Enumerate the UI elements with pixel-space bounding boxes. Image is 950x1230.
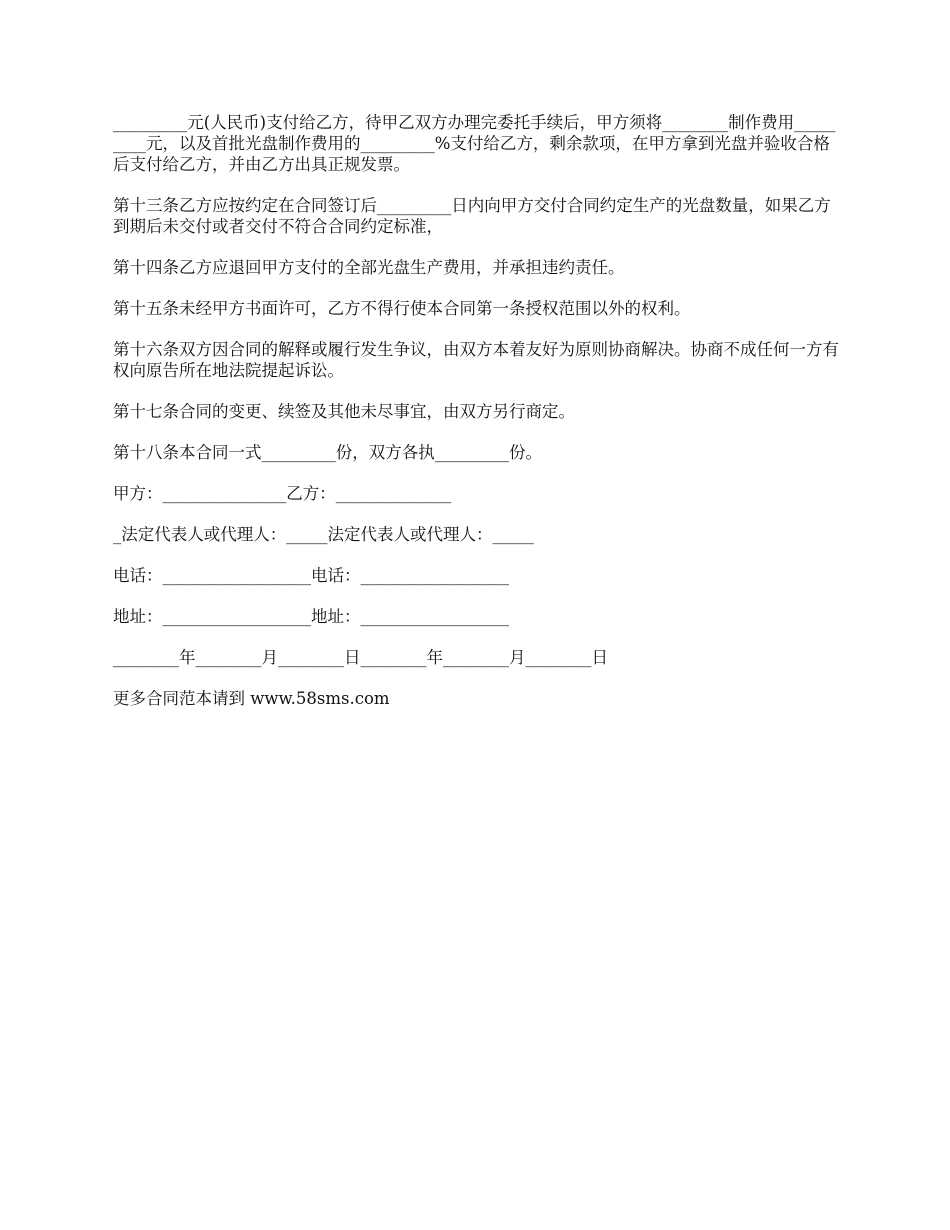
article-15: 第十五条未经甲方书面许可，乙方不得行使本合同第一条授权范围以外的权利。: [113, 299, 691, 318]
date-line: ________年________月________日________年________月________日: [113, 648, 608, 667]
article-16: 第十六条双方因合同的解释或履行发生争议，由双方本着友好为原则协商解决。协商不成任何一方有权向原告所在地法院提起诉讼。: [113, 340, 839, 380]
payment-clause: _________元(人民币)支付给乙方，待甲乙双方办理完委托手续后，甲方须将________制作费用_________元，以及首批光盘制作费用的_________%支付给乙方，剩余款项，在甲方拿到光盘并验收合格后支付给乙方，并由乙方出具正规发票。: [113, 113, 836, 174]
address-line: 地址：__________________地址：__________________: [113, 607, 509, 626]
contract-page: [113, 112, 841, 729]
article-13: 第十三条乙方应按约定在合同签订后_________日内向甲方交付合同约定生产的光盘数量，如果乙方到期后未交付或者交付不符合合同约定标准，: [113, 196, 831, 236]
article-18: 第十八条本合同一式_________份，双方各执_________份。: [113, 443, 542, 462]
footer-note: 更多合同范本请到 www.58sms.com: [113, 689, 390, 708]
party-signature-line: 甲方：_______________乙方：______________: [113, 484, 452, 503]
article-17: 第十七条合同的变更、续签及其他未尽事宜，由双方另行商定。: [113, 402, 575, 421]
phone-line: 电话：__________________电话：__________________: [113, 566, 509, 585]
representative-line: _法定代表人或代理人：_____法定代表人或代理人：_____: [113, 525, 534, 544]
article-14: 第十四条乙方应退回甲方支付的全部光盘生产费用，并承担违约责任。: [113, 258, 625, 277]
